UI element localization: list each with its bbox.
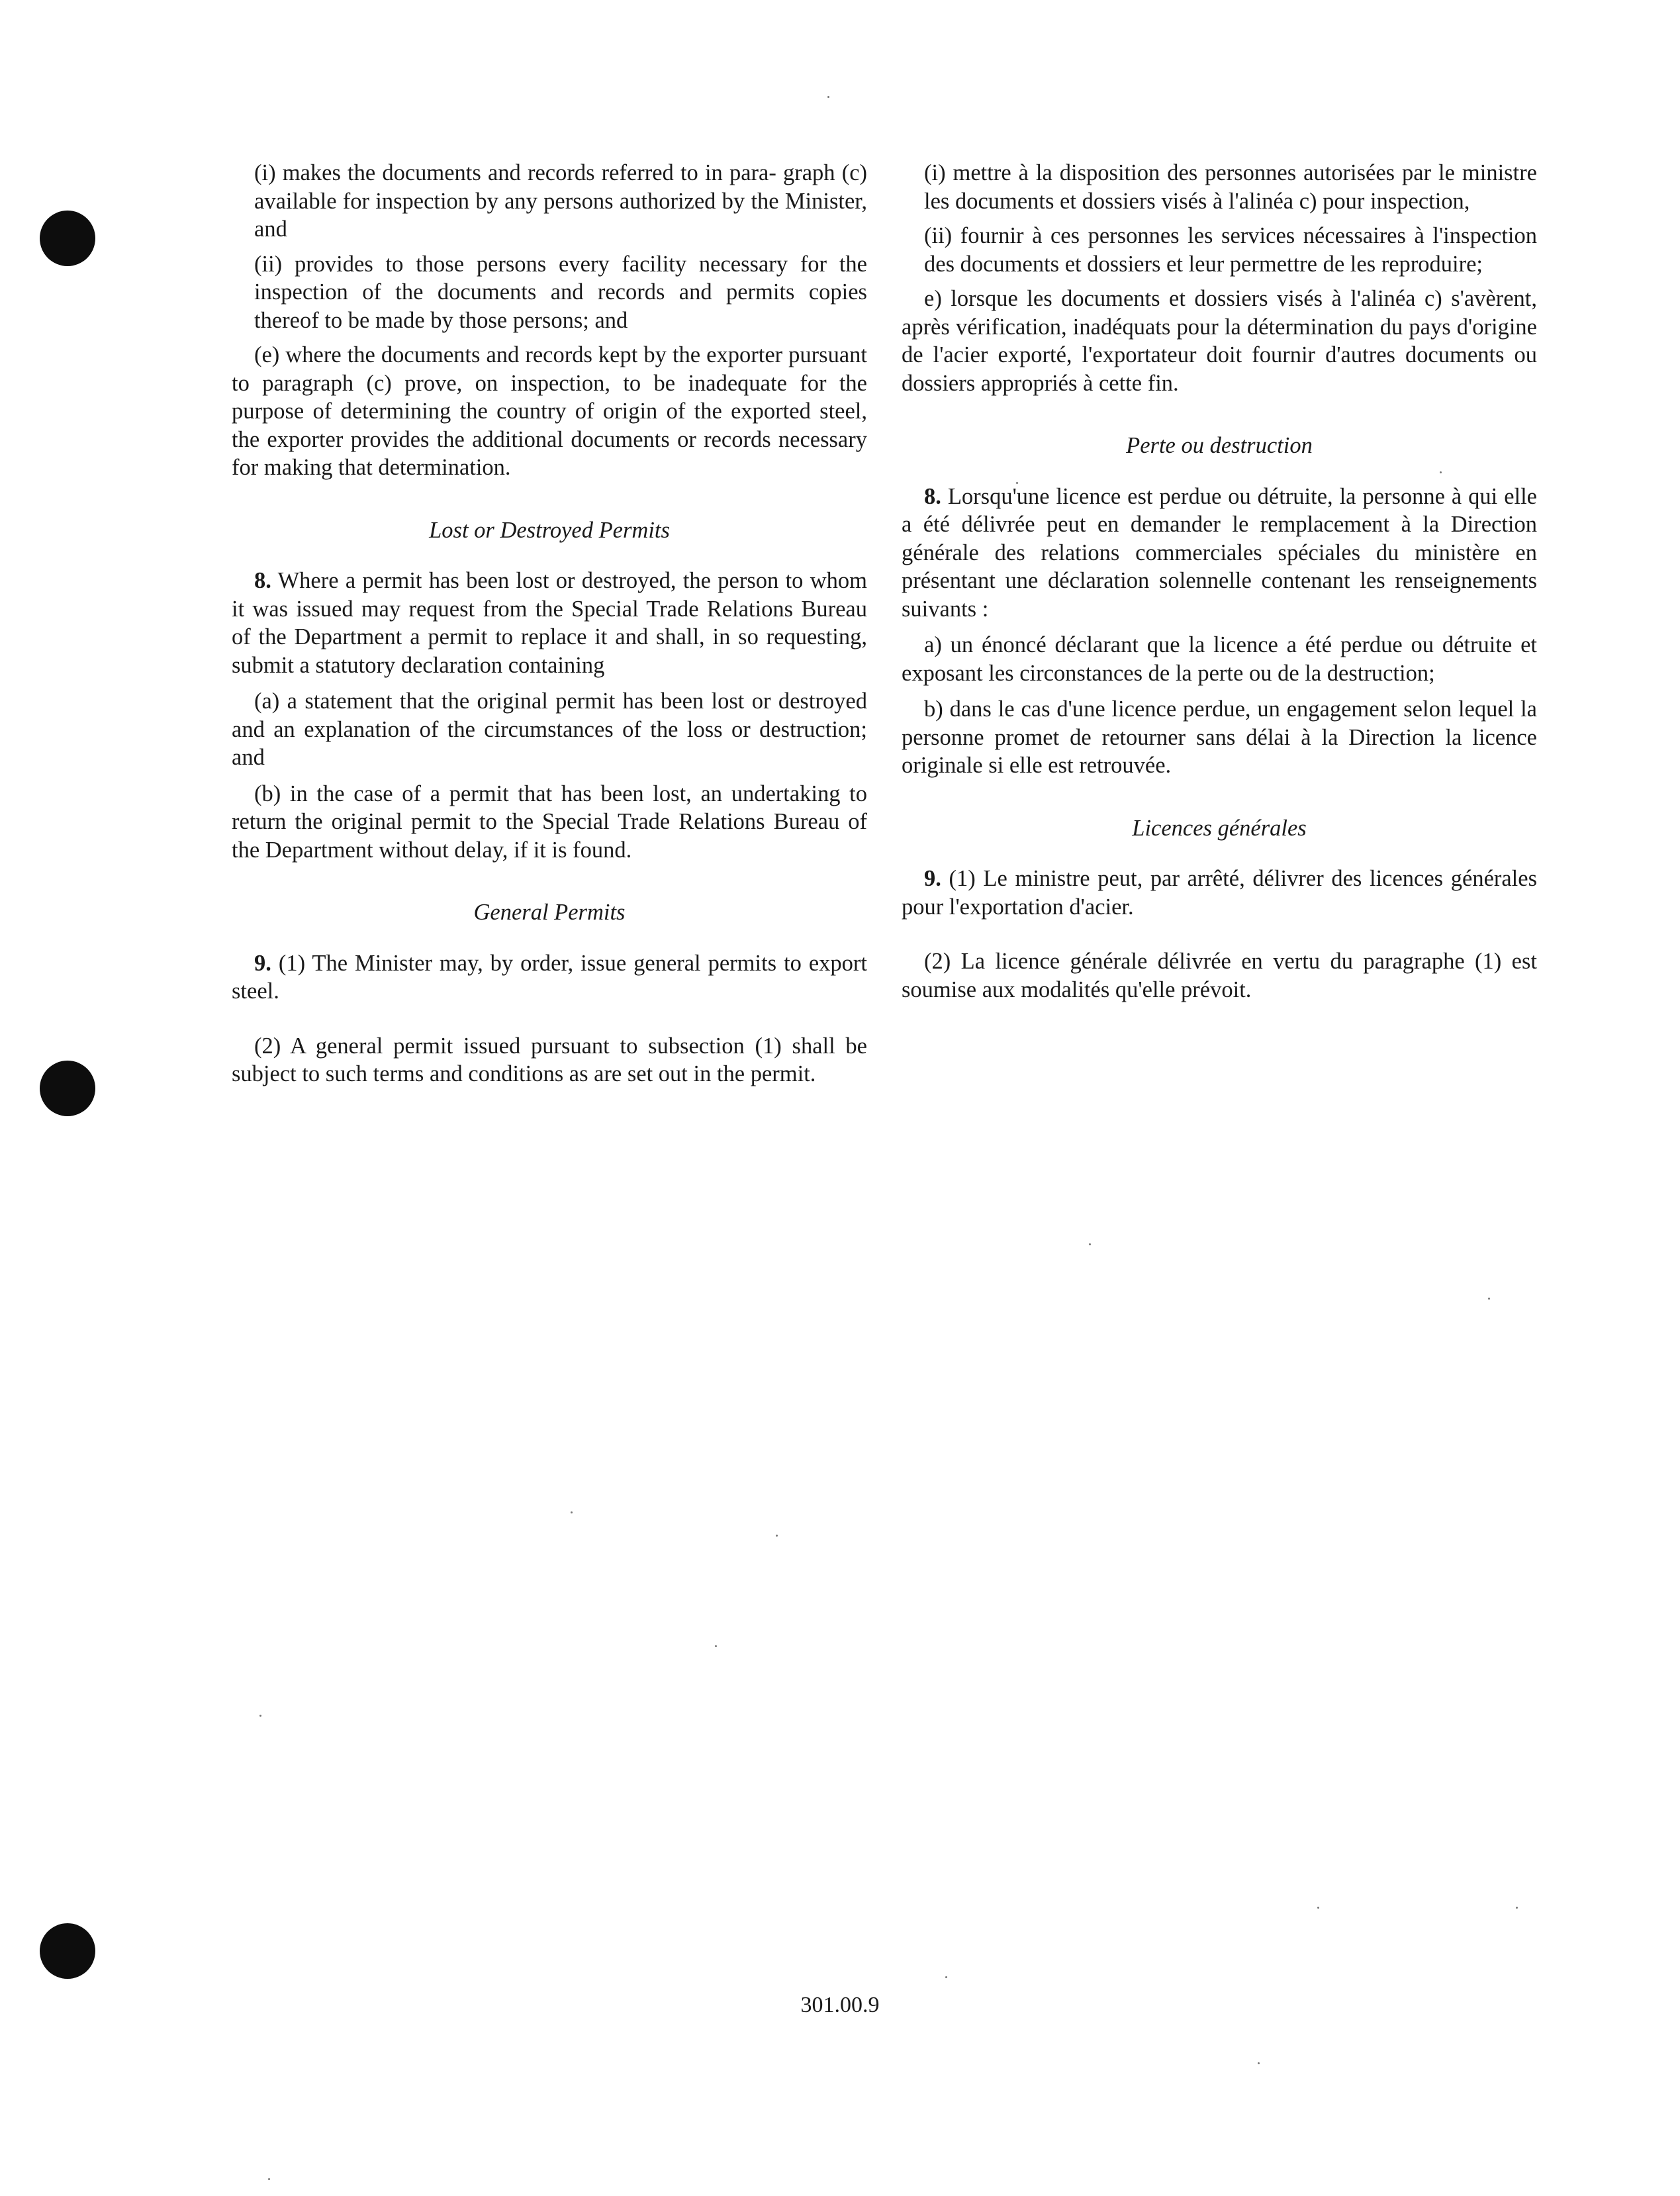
french-section-9-1 — [902, 865, 1537, 921]
english-section-9-1 — [232, 949, 867, 1006]
english-section-8-number: 8. — [254, 568, 271, 593]
scan-speck — [268, 2178, 270, 2180]
english-section-8 — [232, 567, 867, 679]
scan-speck — [571, 1511, 573, 1513]
english-item-e: (e) where the documents and records kept by the exporter pursuant to paragraph (c) prove, on inspection, to be inadequate for the purpose of determining the country of origin of the exported steel, the exporter provides the additional documents or records necessary for making that determination. — [232, 342, 867, 480]
scan-speck — [715, 1645, 717, 1647]
scan-speck — [1317, 1907, 1319, 1909]
scan-speck — [1089, 1243, 1091, 1245]
english-item-i-line1: (i) makes the documents and records referred to in para- — [254, 160, 776, 185]
scan-speck — [776, 1535, 778, 1537]
english-section-8-a: (a) a statement that the original permit has been lost or destroyed and an explanation of the circumstances of the loss or destruction; and — [232, 689, 867, 770]
english-section-9-number: 9. — [254, 950, 271, 976]
english-column — [232, 159, 867, 1088]
scan-speck — [1258, 2062, 1260, 2064]
english-item-i-line2: graph (c) available for inspection by any persons authorized by the Minister, and — [254, 160, 868, 242]
french-section-8-number: 8. — [924, 483, 941, 509]
english-item-ii: (ii) provides to those persons every facility necessary for the inspection of the documents and records and permits copies thereof to be made by those persons; and — [254, 251, 867, 333]
punch-hole-middle — [40, 1061, 95, 1116]
punch-hole-top — [40, 211, 95, 266]
french-section-8 — [902, 483, 1537, 624]
french-item-e: e) lorsque les documents et dossiers visés à l'alinéa c) s'avèrent, après vérification, inadéquats pour la détermination du pays d'origine de l'acier exporté, l'exportateur doit fournir d'autres documents ou dossiers appropriés à cette fin. — [902, 286, 1537, 396]
french-section-8-text: Lorsqu'une licence est perdue ou détruite, la personne à qui elle a été délivrée peut en demander le remplacement à la Direction générale des relations commerciales spéciales du ministère en présentant une déclaration solennelle contenant les renseignements suivants : — [902, 483, 1537, 622]
page-number: 301.00.9 — [800, 1993, 880, 2017]
english-section-9-2: (2) A general permit issued pursuant to subsection (1) shall be subject to such terms and conditions as are set out in the permit. — [232, 1033, 867, 1086]
scan-speck — [1516, 1907, 1518, 1909]
english-item-i — [232, 159, 867, 244]
scan-speck — [945, 1976, 947, 1978]
french-column — [902, 159, 1537, 1004]
french-heading-lost: Perte ou destruction — [1126, 433, 1313, 458]
french-section-9-number: 9. — [924, 866, 941, 891]
french-section-9-2: (2) La licence générale délivrée en vertu du paragraphe (1) est soumise aux modalités qu'elle prévoit. — [902, 949, 1537, 1002]
french-heading-general: Licences générales — [1132, 815, 1307, 841]
french-section-8-a: a) un énoncé déclarant que la licence a été perdue ou détruite et exposant les circonstances de la perte ou de la destruction; — [902, 632, 1537, 686]
english-heading-general: General Permits — [473, 900, 626, 925]
french-section-8-b: b) dans le cas d'une licence perdue, un engagement selon lequel la personne promet de retourner sans délai à la Direction la licence originale si elle est retrouvée. — [902, 696, 1537, 778]
scan-speck — [1488, 1298, 1490, 1300]
scan-speck — [1016, 482, 1018, 484]
scan-speck — [1440, 471, 1442, 473]
french-item-ii: (ii) fournir à ces personnes les services nécessaires à l'inspection des documents et dossiers et leur permettre de les reproduire; — [924, 223, 1537, 277]
scan-speck — [259, 1715, 261, 1717]
scan-speck — [827, 96, 829, 98]
french-item-i: (i) mettre à la disposition des personnes autorisées par le ministre les documents et dossiers visés à l'alinéa c) pour inspection, — [924, 160, 1537, 214]
english-section-8-text: Where a permit has been lost or destroyed, the person to whom it was issued may request from the Special Trade Relations Bureau of the Department a permit to replace it and shall, in so requesting, submit a statutory declaration containing — [232, 568, 867, 678]
punch-hole-bottom — [40, 1923, 95, 1979]
english-heading-lost: Lost or Destroyed Permits — [429, 517, 670, 543]
french-section-9-1-text: (1) Le ministre peut, par arrêté, délivrer des licences générales pour l'exportation d'acier. — [902, 866, 1538, 920]
english-section-8-b: (b) in the case of a permit that has been lost, an undertaking to return the original permit to the Special Trade Relations Bureau of the Department without delay, if it is found. — [232, 781, 867, 863]
english-section-9-1-text: (1) The Minister may, by order, issue general permits to export steel. — [232, 950, 868, 1004]
